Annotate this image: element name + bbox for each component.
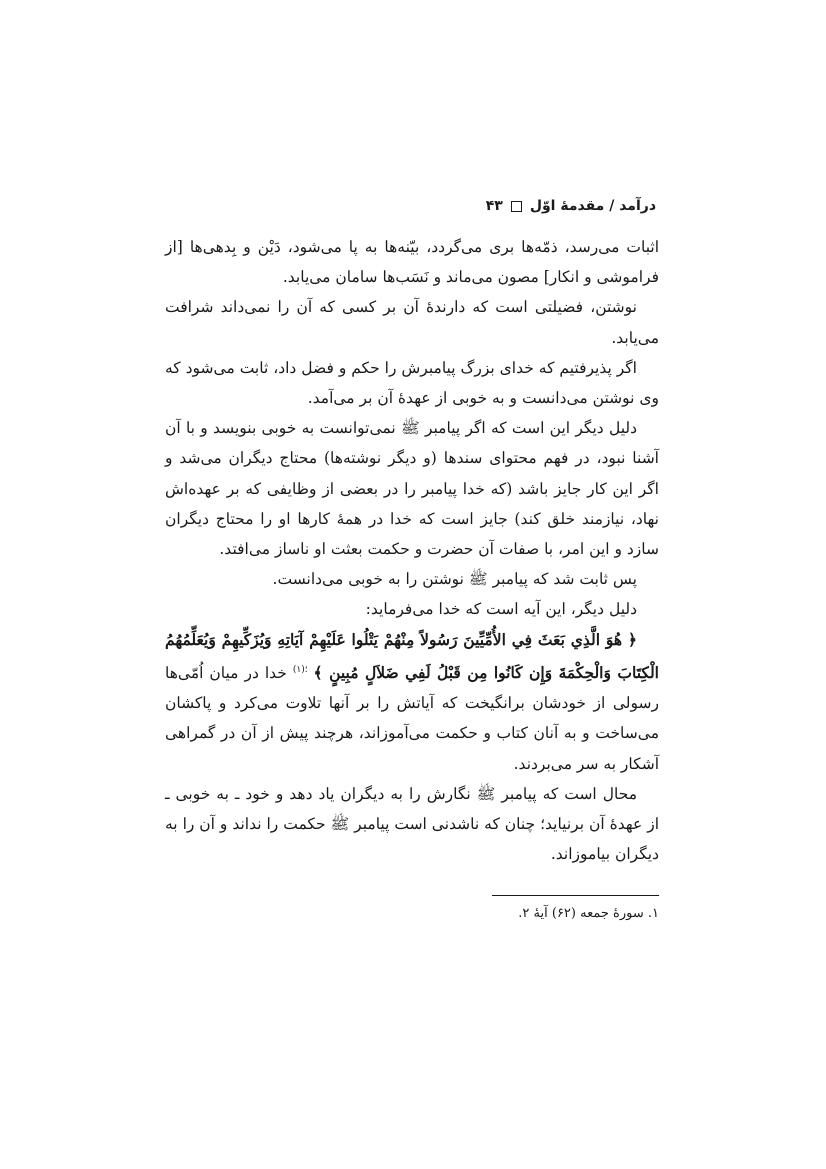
footnote: ۱. سورهٔ جمعه (۶۲) آیهٔ ۲. (518, 906, 659, 921)
main-text (165, 232, 659, 869)
paragraph-3: اگر پذیرفتیم که خدای بزرگ پیامبرش را حکم و فضل داد، ثابت می‌شود که وی نوشتن می‌دانست و به خوبی از عهدهٔ آن بر می‌آمد. (165, 358, 659, 408)
footnote-divider (492, 895, 659, 896)
running-header (486, 198, 656, 214)
paragraph-2: نوشتن، فضیلتی است که دارندهٔ آن بر کسی که آن را نمی‌داند شرافت می‌یابد. (165, 298, 659, 347)
header-title: درآمد / مقدمهٔ اوّل (529, 198, 656, 214)
footnote-reference: ؛(۱) (292, 664, 308, 675)
square-ornament-icon (511, 201, 522, 212)
paragraph-1: اثبات می‌رسد، ذمّه‌ها بری می‌گردد، بیّنه‌ها به پا می‌شود، دَیْن و بِدهی‌ها [از فراموشی و انکار] مصون می‌ماند و نَسَب‌ها سامان می‌یابد. (165, 238, 659, 287)
paragraph-8: محال است که پیامبر ﷺ نگارش را به دیگران یاد دهد و خود ـ به خوبی ـ از عهدهٔ آن برنیاید؛ چنان که ناشدنی است پیامبر ﷺ حکمت را نداند و آن را به دیگران بیاموزاند. (165, 784, 659, 864)
paragraph-7 (165, 625, 659, 779)
paragraph-5: پس ثابت شد که پیامبر ﷺ نوشتن را به خوبی می‌دانست. (272, 570, 637, 589)
quran-verse: ﴿ هُوَ الَّذِي بَعَثَ فِي الأُمِّيِّينَ رَسُولاً مِنْهُمْ يَتْلُوا عَلَيْهِمْ آيَاتِهِ وَيُزَكِّيهِمْ وَيُعَلِّمُهُمُ الْكِتَابَ وَالْحِكْمَةَ وَإِن كَانُوا مِن قَبْلُ لَفِي ضَلاَلٍ مُبِينٍ ﴾ (165, 629, 659, 682)
page-number: ۴۳ (485, 198, 503, 214)
paragraph-6: دلیل دیگر، این آیه است که خدا می‌فرماید: (365, 600, 637, 619)
paragraph-4: دلیل دیگر این است که اگر پیامبر ﷺ نمی‌توانست به خوبی بنویسد و با آن آشنا نبود، در فهم محتوای سندها (و دیگر نوشته‌ها) محتاج دیگران می‌شد و اگر این کار جایز باشد (که خدا پیامبر را در بعضی از وظایفی که بر عهده‌اش نهاد، نیازمند خلق کند) جایز است که خدا در همهٔ کارها او را محتاج دیگران سازد و این امر، با صفات آن حضرت و حکمت بعثت او ناساز می‌افتد. (165, 419, 659, 559)
verse-translation: خدا در میان اُمّی‌ها رسولی از خودشان برانگیخت که آیاتش را بر آنها تلاوت می‌کرد و پاکشان می‌ساخت و به آنان کتاب و حکمت می‌آموزاند، هرچند پیش از آن در گمراهی آشکار به سر می‌بردند. (165, 664, 659, 773)
